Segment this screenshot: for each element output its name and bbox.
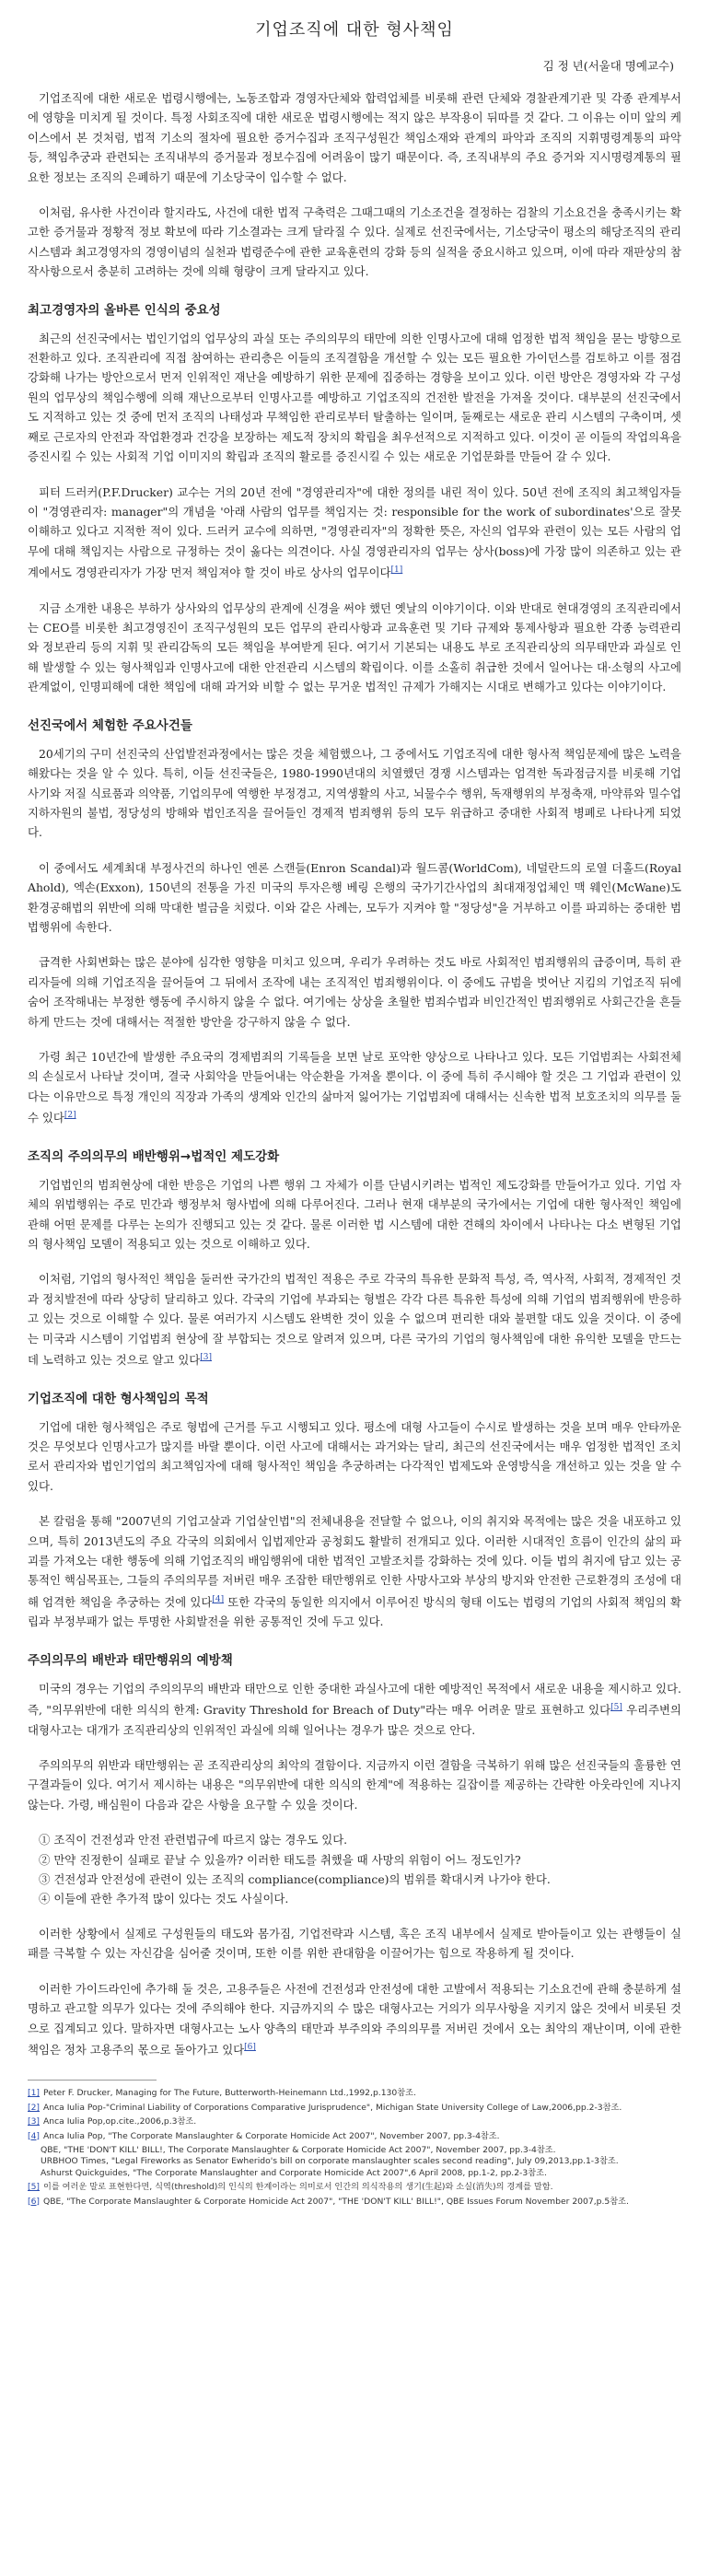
- body-paragraph: 기업법인의 범죄현상에 대한 반응은 기업의 나쁜 행위 그 자체가 이를 단념시키려는 법적인 제도강화를 만들어가고 있다. 기업 자체의 위법행위는 주로 민간과 행정부처 형사법에 의해 다루어진다. 그러나 현재 대부분의 국가에서는 기업에 대한 형사적인 책임에 관해 어떤 문제를 다루는 논의가 진행되고 있는 것 같다. 물론 이러한 법 시스템에 대한 견해의 차이에서 나타나는 다소 변형된 기업의 형사책임 모델이 적용되고 있는 것으로 이해하고 있다.: [28, 1177, 681, 1251]
- footnote-ref[interactable]: [6]: [244, 2042, 256, 2052]
- footnote-ref[interactable]: [5]: [610, 1703, 622, 1713]
- body-paragraph: 지금 소개한 내용은 부하가 상사와의 업무상의 관계에 신경을 써야 했던 옛날의 이야기이다. 이와 반대로 현대경영의 조직관리에서는 CEO를 비롯한 최고경영진이 조직구성원의 모든 업무의 관리사항과 교육훈련 및 기타 규제와 통제사항과 필요한 각종 능력관리와 정보관리 등의 지휘 및 관리감독의 모든 책임을 부여받게 된다. 여기서 기본되는 내용도 부로 조직관리상의 의무태만과 과실로 인해 발생할 수 있는 형사책임과 인명사고에 대한 안전관리 시스템의 확립이다. 이를 소홀히 취급한 것에서 일어나는 대·소형의 사고에 관계없이, 인명피해에 대한 책임에 대해 과거와 비할 수 없는 무거운 법적인 규제가 가해지는 시대로 변해가고 있다는 이야기이다.: [28, 600, 681, 694]
- body-paragraph: 미국의 경우는 기업의 주의의무의 배반과 태만으로 인한 중대한 과실사고에 대한 예방적인 목적에서 새로운 내용을 제시하고 있다. 즉, "의무위반에 대한 의식의 한계: Gravity Threshold for Breach of Duty"라는 매우 어려운 말로 표현하고 있다[5] 우리주변의 대형사고는 대개가 조직관리상의 인위적인 과실에 의해 일어나는 경우가 많은 것으로 안다.: [28, 1681, 681, 1737]
- section-heading: 선진국에서 체험한 주요사건들: [28, 717, 192, 733]
- body-paragraph: 가령 최근 10년간에 발생한 주요국의 경제범죄의 기록들을 보면 날로 포악한 양상으로 나타나고 있다. 모든 기업범죄는 사회전체의 손실로서 나타날 것이며, 결국 사회악을 만들어내는 악순환을 가져올 뿐이다. 이 중에 특히 주시해야 할 것은 그 기업과 관련이 있다는 이유만으로 특정 개인의 직장과 가족의 생계와 인간의 삶마저 잃어가는 기업범죄에 대해서는 신속한 법적 보호조치의 의무를 둘 수 있다[2]: [28, 1049, 681, 1125]
- section-heading: 주의의무의 배반과 태만행위의 예방책: [28, 1652, 233, 1668]
- document: [28, 0, 681, 2208]
- body-paragraph: 최근의 선진국에서는 법인기업의 업무상의 과실 또는 주의의무의 태만에 의한 인명사고에 대해 엄정한 법적 책임을 묻는 방향으로 전환하고 있다. 조직관리에 직접 참여하는 관리층은 이들의 조직결함을 개선할 수 있는 모든 필요한 가이던스를 검토하고 이를 점검 강화해 나가는 방안으로서 먼저 인위적인 재난을 예방하기 위한 문제에 집중하는 경향을 보이고 있다. 이런 방안은 경영자와 각 구성원의 업무상의 책임수행에 의해 재난으로부터 인명사고를 예방하고 기업조직의 건전한 발전을 가져올 것이다. 대부분의 선진국에서도 지적하고 있는 것 중에 먼저 조직의 나태성과 무책임한 관리로부터 탈출하는 일이며, 둘째로는 새로운 관리 시스템의 구축이며, 셋째로 근로자의 안전과 작업환경과 건강을 보장하는 제도적 장치의 확립을 최우선적으로 지적하고 있다. 이것이 곧 이들의 작업의욕을 증진시킬 수 있는 사회적 기업 이미지의 확립과 조직의 활로를 증진시킬 수 있는 새로운 기업문화를 만들어 갈 수 있다.: [28, 331, 681, 464]
- footnote-number[interactable]: [3]: [28, 2116, 41, 2127]
- body-paragraph: 이처럼, 기업의 형사적인 책임을 둘러싼 국가간의 법적인 적용은 주로 각국의 특유한 문화적 특성, 즉, 역사적, 사회적, 경제적인 것과 정치발전에 따라 상당히 달리하고 있다. 각국의 기업에 부과되는 형벌은 각각 다른 특유한 특성에 의해 기업의 범죄행위에 반응하고 있는 것으로 이해할 수 있다. 물론 여러가지 시스템도 완벽한 것이 있을 수 없으며 편리한 대와 불편할 대도 있을 것이다. 이 중에는 미국과 시스템이 기업범죄 현상에 잘 부합되는 것으로 알려져 있으며, 다른 국가의 기업의 형사책임에 대한 유익한 모델을 만드는 데 노력하고 있는 것으로 알고 있다[3]: [28, 1272, 681, 1368]
- intro-paragraph: 기업조직에 대한 새로운 법령시행에는, 노동조합과 경영자단체와 합력업체를 비롯해 관련 단체와 경찰관계기관 및 각종 관계부서에 영향을 미치게 될 것이다. 특정 사회조직에 대한 새로운 법령시행에는 적지 않은 부작용이 뒤따를 것 같다. 그 이유는 이미 앞의 케이스에서 본 것처럼, 법적 기소의 절차에 필요한 증거수집과 조직구성원간 책임소재와 관계의 파악과 조직의 지휘명령계통의 파악 등, 책임추궁과 관련되는 조직내부의 증거물과 정보수집에 어려움이 많기 때문이다. 즉, 조직내부의 주요 증거와 지시명령계통의 필요한 정보는 조직의 은폐하기 때문에 기소당국이 입수할 수 없다.: [28, 91, 681, 184]
- list-item: ③ 건전성과 안전성에 관련이 있는 조직의 compliance(compliance)의 범위를 확대시켜 나가야 한다.: [39, 1872, 551, 1887]
- body-paragraph: 주의의무의 위반과 태만행위는 곧 조직관리상의 최악의 결함이다. 지금까지 이런 결함을 극복하기 위해 많은 선진국들의 훌륭한 연구결과들이 있다. 여기서 제시하는 내용은 "의무위반에 대한 의식의 한계"에 적용하는 길잡이를 제공하는 간략한 아웃라인에 지나지 않는다. 가령, 배심원이 다음과 같은 사항을 요구할 수 있을 것이다.: [28, 1758, 681, 1812]
- footnote: [3] Anca Iulia Pop,op.cite.,2006,p.3참조.: [28, 2116, 197, 2127]
- footnote-number[interactable]: [1]: [28, 2088, 41, 2099]
- body-paragraph: 이 중에서도 세계최대 부정사건의 하나인 엔론 스캔들(Enron Scandal)과 월드콤(WorldCom), 네덜란드의 로열 더홀드(Royal Ahold), 엑손(Exxon), 150년의 전통을 가진 미국의 투자은행 베링 은행의 국가기간사업의 최대재정업체인 맥 웨인(McWane)도 환경공해법의 위반에 의해 막대한 벌금을 치렀다. 이와 같은 사례는, 모두가 지켜야 할 "정당성"을 거부하고 이를 파괴하는 중대한 범법행위에 속한다.: [28, 860, 681, 934]
- article-title: 기업조직에 대한 형사책임: [255, 20, 454, 40]
- body-paragraph: 급격한 사회변화는 많은 분야에 심각한 영향을 미치고 있으며, 우리가 우려하는 것도 바로 사회적인 범죄행위의 급증이며, 특히 관리자들에 의해 기업조직을 끌어들여 그 뒤에서 조작에 내는 조직적인 범죄행위이다. 이 중에도 규범을 벗어난 지킴의 기업조직 뒤에 숨어 조작해내는 부정한 행동에 주시하지 않을 수 없다. 여기에는 상상을 초월한 범죄수법과 비인간적인 범죄행위로 사회근간을 흔들하게 만드는 것에 대해서는 적절한 방안을 강구하지 않을 수 없다.: [28, 955, 681, 1029]
- intro-paragraph: 이처럼, 유사한 사건이라 할지라도, 사건에 대한 법적 구축력은 그때그때의 기소조건을 결정하는 검찰의 기소요건을 충족시키는 확고한 증거물과 정황적 정보 확보에 따라 기소결과는 크게 달라질 수 있다. 실제로 선진국에서는, 기소당국이 평소의 해당조직의 관리 시스템과 최고경영자의 경영이념의 실천과 법령준수에 관한 교육훈련의 강화 등의 실적을 중요시하고 있으며, 이에 따라 재판상의 참작사항으로서 충분히 고려하는 것에 의해 형량이 크게 달라지고 있다.: [28, 205, 681, 279]
- footnote: [6] QBE, "The Corporate Manslaughter & Corporate Homicide Act 2007", "THE 'DON'T KILL' BILL!", QBE Issues Forum November 2007,p.5참조.: [28, 2196, 629, 2207]
- footnote-divider: [28, 2080, 157, 2081]
- numbered-list: [39, 1830, 681, 1909]
- body-paragraph: 이러한 가이드라인에 추가해 둘 것은, 고용주들은 사전에 건전성과 안전성에 대한 고발에서 적용되는 기소요건에 관해 충분하게 설명하고 관고할 의무가 있다는 것에 주의해야 한다. 지금까지의 수 많은 대형사고는 거의가 의무사항을 지키지 않은 것에서 비롯된 것으로 집계되고 있다. 말하자면 대형사고는 노사 양측의 태만과 부주의와 주의의무를 저버린 것에서 오는 최악의 재난이며, 이에 관한 책임은 정차 고용주의 몫으로 돌아가고 있다[6]: [28, 1981, 681, 2057]
- footnotes: [28, 2088, 681, 2208]
- section-heading: 조직의 주의의무의 배반행위→법적인 제도강화: [28, 1148, 280, 1164]
- footnote: QBE, "THE 'DON'T KILL' BILL!, The Corporate Manslaughter & Corporate Homicide Act 2007", November 2007, pp.3-4참조. URBHOO Times, "Legal Fireworks as Senator Ewherido's bill on corporate manslaughter scales second reading", July 09,2013,pp.1-3참조. Ashurst Quickguides, "The Corporate Manslaughter and Corporate Homicide Act 2007",6 April 2008, pp.1-2, pp.2-3참조.: [41, 2145, 619, 2178]
- list-item: ② 만약 진정한이 실패로 끝날 수 있을까? 이러한 태도를 취했을 때 사망의 위험이 어느 정도인가?: [39, 1852, 521, 1867]
- footnote-number[interactable]: [6]: [28, 2196, 41, 2207]
- body-paragraph: 이러한 상황에서 실제로 구성원들의 태도와 몸가짐, 기업전략과 시스템, 혹은 조직 내부에서 실제로 받아들이고 있는 관행들이 실패를 극복할 수 있는 자신감을 심어줄 것이며, 또한 이를 위한 관대함을 이끌어가는 힘으로 작용하게 될 것이다.: [28, 1926, 681, 1961]
- footnote-ref[interactable]: [1]: [390, 565, 403, 576]
- body-paragraph: 피터 드러커(P.F.Drucker) 교수는 거의 20년 전에 "경영관리자"에 대한 정의를 내린 적이 있다. 50년 전에 조직의 최고책임자들이 "경영관리자: manager"의 개념을 '아래 사람의 업무를 책임지는 것: responsible for the work of subordinates'으로 잘못 이해하고 있다고 지적한 적이 있다. 드러커 교수에 의하면, "경영관리자"의 정확한 뜻은, 자신의 업무와 관련이 있는 모든 사람의 업무에 대해 책임지는 사람으로 규정하는 것이 옳다는 의견이다. 사실 경영관리자의 업무는 상사(boss)에 가장 많이 의존하고 있는 관계에서도 경영관리자가 가장 먼저 책임져야 할 것이 바로 상사의 업무이다[1]: [28, 484, 681, 580]
- footnote: [4] Anca Iulia Pop, "The Corporate Manslaughter & Corporate Homicide Act 2007", November 2007, pp.3-4참조.: [28, 2130, 500, 2141]
- section-heading: 기업조직에 대한 형사책임의 목적: [28, 1391, 209, 1406]
- section-heading: 최고경영자의 올바른 인식의 중요성: [28, 302, 221, 318]
- footnote-number[interactable]: [2]: [28, 2102, 41, 2113]
- list-item: ① 조직이 건전성과 안전 관련법규에 따르지 않는 경우도 있다.: [39, 1833, 348, 1847]
- footnote: [1] Peter F. Drucker, Managing for The Future, Butterworth-Heinemann Ltd.,1992,p.130참조.: [28, 2088, 416, 2099]
- footnote: [2] Anca Iulia Pop-"Criminal Liability of Corporations Comparative Jurisprudence", Michigan State University College of Law,2006,pp.2-3참조.: [28, 2102, 622, 2113]
- article-author: 김 정 년(서울대 명예교수): [542, 59, 674, 73]
- body-paragraph: 기업에 대한 형사책임은 주로 형법에 근거를 두고 시행되고 있다. 평소에 대형 사고들이 수시로 발생하는 것을 보며 매우 안타까운 것은 무엇보다 인명사고가 많지를 바랄 뿐이다. 이런 사고에 대해서는 과거와는 달리, 최근의 선진국에서는 매우 엄정한 법적인 조치로서 관리자와 법인기업의 최고책임자에 대해 형사적인 책임을 추궁하려는 다각적인 법제도와 운영방식을 개선하고 있는 것을 알 수 있다.: [28, 1419, 681, 1493]
- body-paragraph: 본 칼럼을 통해 "2007년의 기업고살과 기업살인법"의 전체내용을 전달할 수 없으나, 이의 취지와 목적에는 많은 것을 내포하고 있으며, 특히 2013년도의 주요 각국의 의회에서 입법제안과 공청회도 활발히 전개되고 있다. 이러한 시대적인 흐름이 인간의 삶의 파괴를 가져오는 대한 행동에 의해 기업조직의 배임행위에 대한 법적인 고발조치를 강화하는 것에 있다. 이들 법의 취지에 담고 있는 공통적인 핵심목표는, 그들의 주의의무를 저버린 매우 조잡한 태만행위로 인한 사망사고와 부상의 방지와 안전한 근로환경의 조성에 대해 엄격한 책임을 추궁하는 것에 있다[4] 또한 각국의 동일한 의지에서 이루어진 방식의 형태 이도는 법령의 기업의 사회적 책임의 확립과 부정부패가 없는 투명한 사회발전을 위한 공통적인 것에 두고 있다.: [28, 1514, 681, 1629]
- footnote-number[interactable]: [5]: [28, 2182, 41, 2193]
- body-paragraph: 20세기의 구미 선진국의 산업발전과정에서는 많은 것을 체험했으나, 그 중에서도 기업조직에 대한 형사적 책임문제에 많은 노력을 해왔다는 것을 알 수 있다. 특히, 이들 선진국들은, 1980-1990년대의 치열했던 경쟁 시스템과는 엄격한 독과점금지를 비롯해 기업사기와 저질 식료품과 의약품, 기업의무에 역행한 부정경고, 지역생활의 사고, 뇌물수수 행위, 독재행위의 부정축재, 마약류와 밀수업 지하자원의 불법, 정당성의 방해와 법인조직을 끌어들인 경제적 범죄행위 등의 모두 위급하고 중대한 사회적 병폐로 나타나게 되었다.: [28, 746, 681, 840]
- footnote-ref[interactable]: [2]: [64, 1111, 76, 1121]
- footnote: [5] 이를 여러운 말로 표현한다면, 식역(threshold)의 인식의 한계이라는 의미로서 인간의 의식작용의 생기(生起)와 소실(消失)의 경계를 말함.: [28, 2182, 553, 2193]
- list-item: ④ 이들에 관한 추가적 많이 있다는 것도 사실이다.: [39, 1892, 289, 1906]
- footnote-ref[interactable]: [3]: [200, 1352, 213, 1362]
- footnote-number[interactable]: [4]: [28, 2130, 41, 2141]
- footnote-ref[interactable]: [4]: [212, 1594, 225, 1604]
